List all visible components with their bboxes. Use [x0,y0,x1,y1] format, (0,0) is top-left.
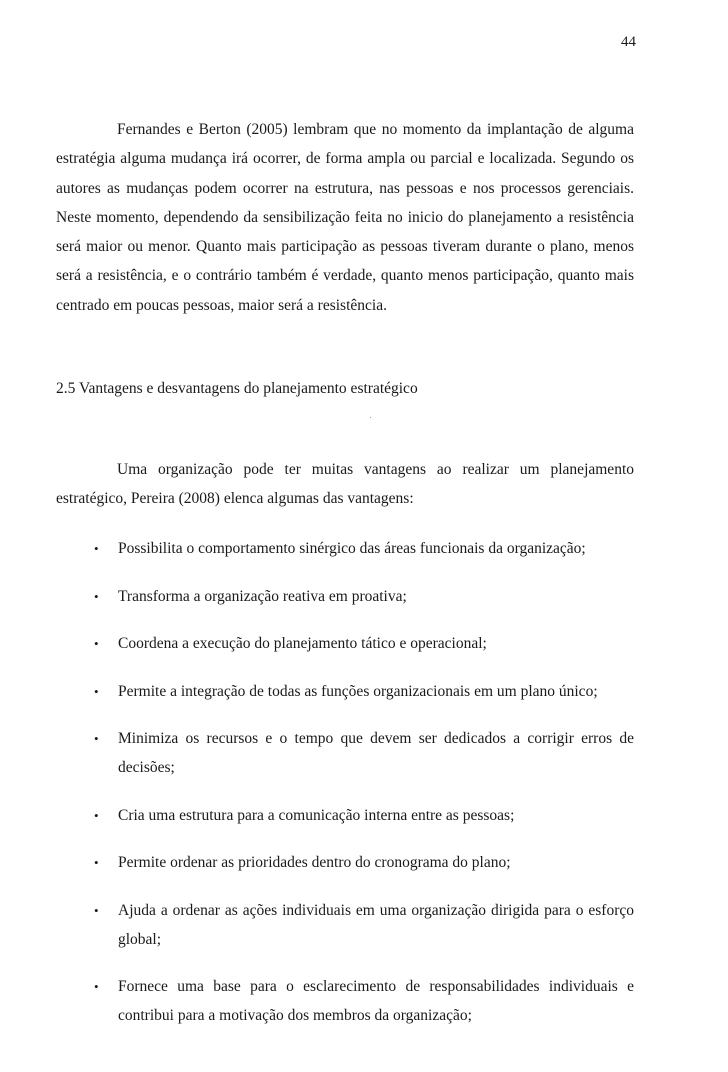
list-item [56,629,634,658]
body-paragraph-2: Uma organização pode ter muitas vantagens ao realizar um planejamento estratégico, Pereira (2008) elenca algumas das vantagens: [56,461,634,508]
list-item [56,801,634,830]
list-item-text: Possibilita o comportamento sinérgico das áreas funcionais da organização; [118,540,586,557]
list-item-text: Permite a integração de todas as funções organizacionais em um plano único; [118,682,598,700]
list-item-text: Cria uma estrutura para a comunicação interna entre as pessoas; [118,806,515,824]
bullet-icon: • [94,588,99,604]
bullet-icon: • [94,855,99,870]
list-item-text: Fornece uma base para o esclarecimento de responsabilidades individuais e contribui para a motivação dos membros da organização; [118,978,634,1024]
bullet-icon: • [94,731,99,746]
list-item [56,677,634,706]
list-item [56,582,634,611]
list-item-text: Transforma a organização reativa em proativa; [118,587,407,605]
bullet-icon: • [94,683,99,699]
scan-speck [370,417,371,418]
advantages-list [56,534,634,1049]
bullet-icon: • [94,807,99,823]
list-item [56,896,634,954]
list-item-text: Ajuda a ordenar as ações individuais em uma organização dirigida para o esforço global; [118,901,634,948]
list-item-text: Minimiza os recursos e o tempo que devem ser dedicados a corrigir erros de decisões; [118,730,634,776]
bullet-icon: • [94,979,99,994]
bullet-icon: • [94,636,99,651]
list-item [56,972,634,1030]
bullet-icon: • [94,902,99,918]
list-item-text: Permite ordenar as prioridades dentro do cronograma do plano; [118,854,511,871]
page-number: 44 [621,34,636,50]
body-paragraph-1: Fernandes e Berton (2005) lembram que no momento da implantação de alguma estratégia alguma mudança irá ocorrer, de forma ampla ou parcial e localizada. Segundo os autores as mudanças podem ocorrer na estrutura, nas pessoas e nos processos gerenciais. Neste momento, dependendo da sensibilização feita no inicio do planejamento a resistência será maior ou menor. Quanto mais participação as pessoas tiveram durante o plano, menos será a resistência, e o contrário também é verdade, quanto menos participação, quanto mais centrado em poucas pessoas, maior será a resistência. [56,121,634,314]
list-item-text: Coordena a execução do planejamento tático e operacional; [118,635,487,652]
list-item [56,724,634,782]
list-item [56,848,634,877]
list-item [56,534,634,563]
section-heading: 2.5 Vantagens e desvantagens do planejamento estratégico [56,380,418,397]
bullet-icon: • [94,541,99,556]
